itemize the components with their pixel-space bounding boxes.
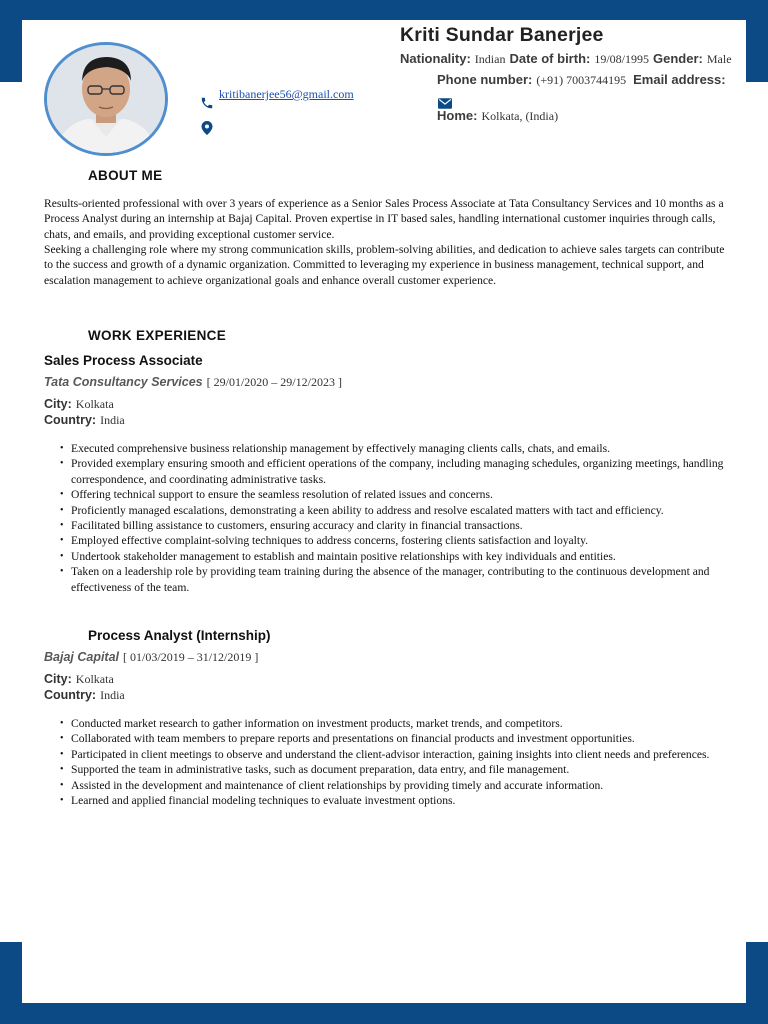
country-label: Country: [44,413,97,427]
phone-value: (+91) 7003744195 [536,73,627,87]
profile-photo [44,42,168,156]
job-country [44,411,125,429]
phone-email-line [437,71,726,89]
bottom-right-band [746,942,768,1024]
phone-icon [200,96,214,110]
list-item: • Employed effective complaint-solving techniques to address concerns, fostering clients satisfaction and loyalty. [60,533,732,548]
list-item: • Provided exemplary ensuring smooth and efficient operations of the company, including managing schedules, organizing meetings, handling correspondence, and coordinating administrative tasks. [60,456,732,487]
nationality-label: Nationality: [400,51,471,66]
dob-value: 19/08/1995 [594,52,650,66]
country-label: Country: [44,688,97,702]
job-dates: [ 29/01/2020 – 29/12/2023 ] [206,375,342,389]
about-paragraph-2: Seeking a challenging role where my strong communication skills, problem-solving abilities, and dedication to achieve sales targets can contribute to the success and growth of a dynamic organization. Committed to leveraging my experience in business management, technical support, and escalation management to achieve organizational goals and enhance overall customer experience. [44,243,725,287]
list-item: • Conducted market research to gather information on investment products, market trends, and competitors. [60,716,732,731]
personal-info-line [400,50,732,68]
about-heading: ABOUT ME [88,168,163,183]
list-item: • Facilitated billing assistance to customers, ensuring accuracy and clarity in financial transactions. [60,518,732,533]
nationality-value: Indian [474,52,506,66]
home-value: Kolkata, (India) [481,109,559,123]
city-value: Kolkata [75,672,114,686]
city-label: City: [44,397,72,411]
job-bullets [60,716,732,808]
full-name: Kriti Sundar Banerjee [400,24,604,46]
job-company-line [44,373,342,391]
list-item: • Collaborated with team members to prepare reports and presentations on financial products and investment opportunities. [60,731,732,746]
job-title: Process Analyst (Internship) [88,628,271,643]
list-item: • Learned and applied financial modeling techniques to evaluate investment options. [60,793,732,808]
job-country [44,686,125,704]
list-item: • Taken on a leadership role by providing team training during the absence of the manager, contributing to the continuous development and effectiveness of the team. [60,564,732,595]
home-label: Home: [437,108,478,123]
top-right-band [746,0,768,82]
about-paragraph-1: Results-oriented professional with over 3 years of experience as a Senior Sales Process Associate at Tata Consultancy Services and 10 months as a Process Analyst during an internship at Bajaj Capital. Proven expertise in IT based sales, handling international customer inquiries through calls, chats, and emails, and providing exceptional customer service. [44,197,724,241]
city-label: City: [44,672,72,686]
gender-value: Male [706,52,732,66]
list-item: • Participated in client meetings to observe and understand the client-advisor interaction, gaining insights into client needs and preferences. [60,747,732,762]
job-company-line [44,648,258,666]
job-title: Sales Process Associate [44,353,203,368]
work-heading: WORK EXPERIENCE [88,328,227,343]
location-pin-icon [201,121,213,135]
country-value: India [100,413,125,427]
gender-label: Gender: [653,51,703,66]
city-value: Kolkata [75,397,114,411]
bottom-band [0,1003,768,1024]
list-item: • Offering technical support to ensure the seamless resolution of related issues and concerns. [60,487,732,502]
job-dates: [ 01/03/2019 – 31/12/2019 ] [123,650,259,664]
top-band [0,0,768,20]
list-item: • Undertook stakeholder management to establish and maintain positive relationships with key individuals and entities. [60,549,732,564]
email-link[interactable]: kritibanerjee56@gmail.com [219,87,354,101]
job-bullets [60,441,732,595]
list-item: • Proficiently managed escalations, demonstrating a keen ability to address and resolve escalated matters with tact and efficiency. [60,503,732,518]
list-item: • Executed comprehensive business relationship management by effectively managing clients calls, chats, and emails. [60,441,732,456]
email-label: Email address: [633,72,726,87]
company-name: Tata Consultancy Services [44,375,203,389]
home-line [437,107,558,125]
list-item: • Assisted in the development and maintenance of client relationships by providing timely and accurate information. [60,778,732,793]
phone-label: Phone number: [437,72,533,87]
country-value: India [100,688,125,702]
company-name: Bajaj Capital [44,650,120,664]
list-item: • Supported the team in administrative tasks, such as document preparation, data entry, and file management. [60,762,732,777]
dob-label: Date of birth: [509,51,591,66]
